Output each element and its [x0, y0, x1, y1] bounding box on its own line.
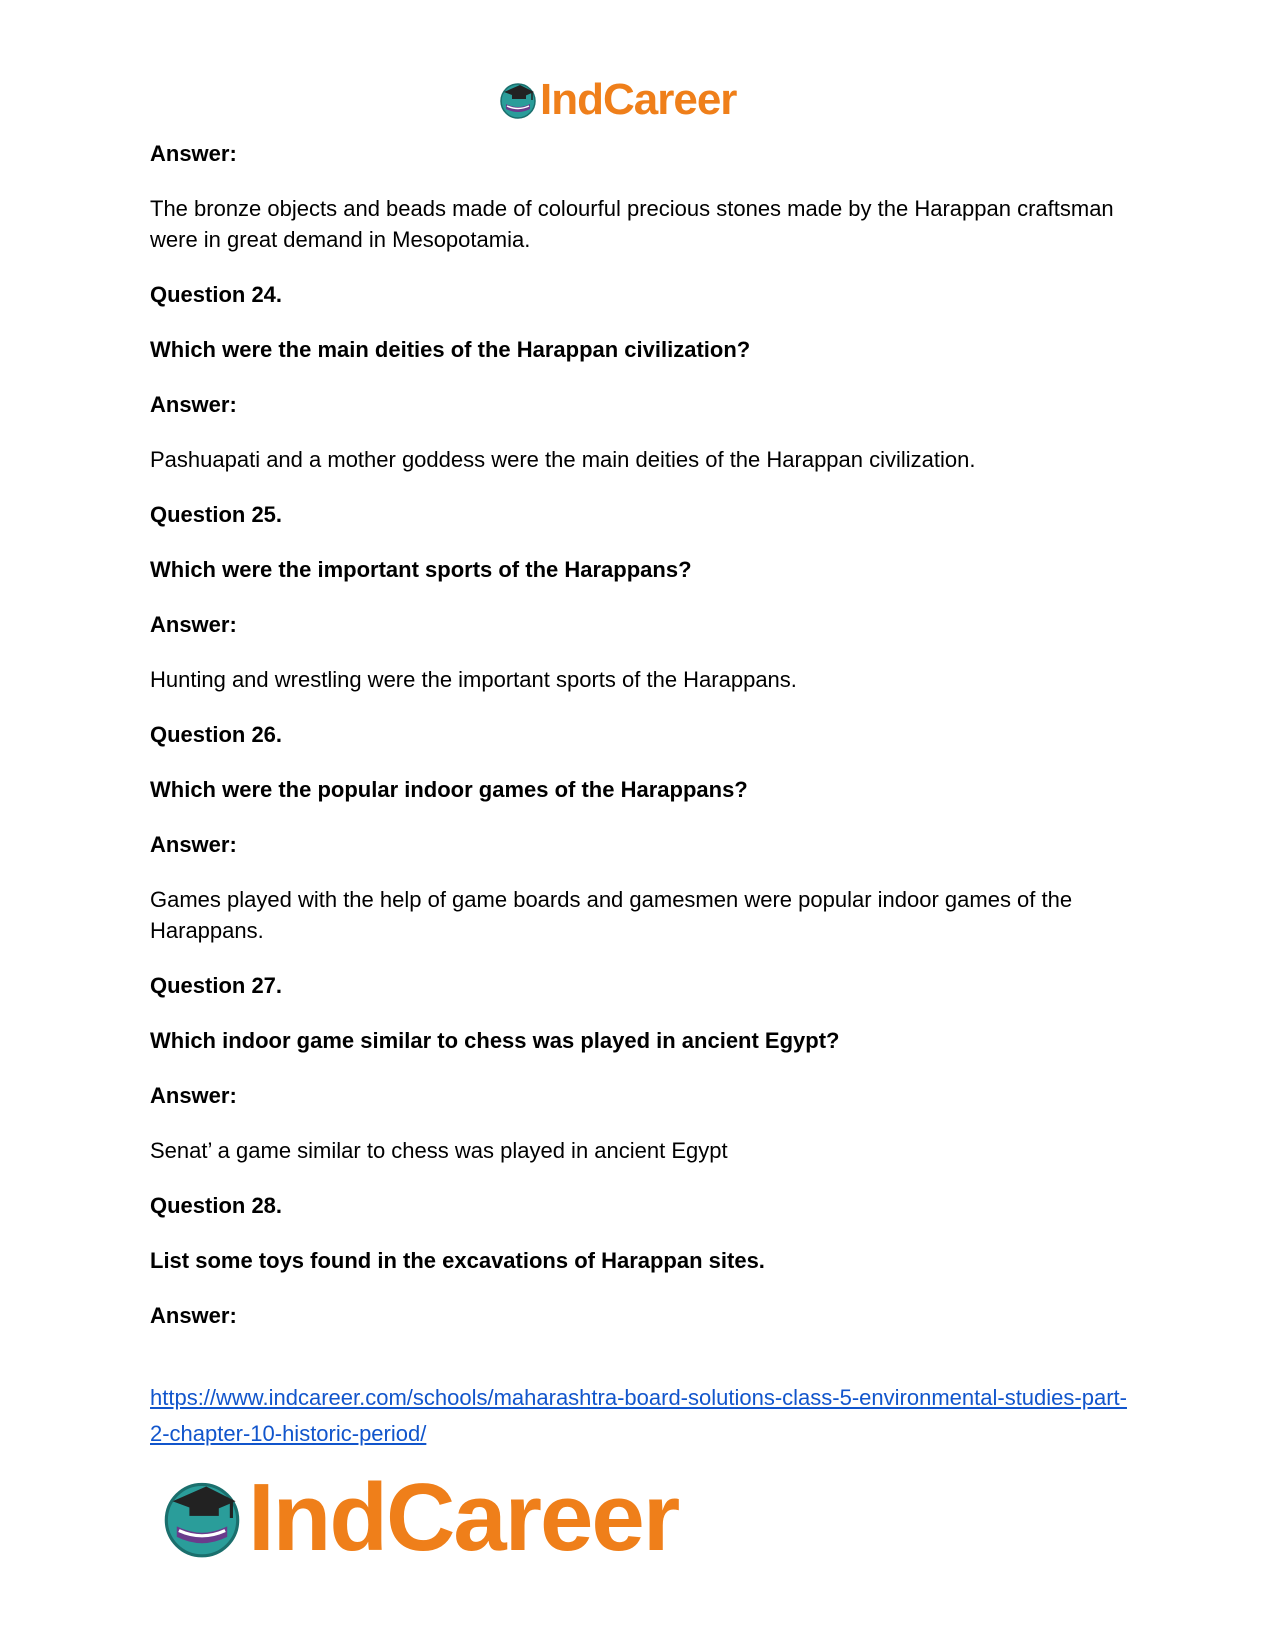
- graduation-globe-icon: [160, 1476, 244, 1560]
- question-number: Question 24.: [150, 282, 283, 307]
- paragraph-gap: [150, 475, 1130, 499]
- question-number: Question 27.: [150, 973, 283, 998]
- paragraph-gap: [150, 1166, 1130, 1190]
- paragraph-gap: [150, 585, 1130, 609]
- answer-text: Senat’ a game similar to chess was played in ancient Egypt: [150, 1138, 728, 1163]
- question-text: Which were the popular indoor games of the Harappans?: [150, 777, 748, 802]
- answer-text: Games played with the help of game boards and gamesmen were popular indoor games of the Harappans.: [150, 887, 1073, 943]
- answer-label: Answer:: [150, 832, 237, 857]
- header-logo-text: IndCareer: [540, 75, 737, 124]
- paragraph-gap: [150, 640, 1130, 664]
- paragraph-gap: [150, 310, 1130, 334]
- paragraph-gap: [150, 946, 1130, 970]
- paragraph-gap: [150, 695, 1130, 719]
- footer-logo-text: IndCareer: [248, 1464, 679, 1571]
- answer-label: Answer:: [150, 141, 237, 166]
- answer-label: Answer:: [150, 392, 237, 417]
- question-number: Question 25.: [150, 502, 283, 527]
- paragraph-gap: [150, 1221, 1130, 1245]
- answer-label: Answer:: [150, 1303, 237, 1328]
- paragraph-gap: [150, 1111, 1130, 1135]
- paragraph-gap: [150, 1276, 1130, 1300]
- question-text: Which were the important sports of the Harappans?: [150, 557, 692, 582]
- paragraph-gap: [150, 420, 1130, 444]
- question-text: List some toys found in the excavations of Harappan sites.: [150, 1248, 765, 1273]
- paragraph-gap: [150, 1001, 1130, 1025]
- answer-label: Answer:: [150, 1083, 237, 1108]
- header-logo: [498, 75, 737, 124]
- paragraph-gap: [150, 1056, 1130, 1080]
- question-text: Which indoor game similar to chess was played in ancient Egypt?: [150, 1028, 840, 1053]
- answer-text: Hunting and wrestling were the important sports of the Harappans.: [150, 667, 797, 692]
- paragraph-gap: [150, 805, 1130, 829]
- qa-content: [150, 138, 1130, 1331]
- footer-logo: [160, 1464, 679, 1571]
- paragraph-gap: [150, 860, 1130, 884]
- paragraph-gap: [150, 169, 1130, 193]
- paragraph-gap: [150, 530, 1130, 554]
- answer-text: The bronze objects and beads made of colourful precious stones made by the Harappan craftsman were in great demand in Mesopotamia.: [150, 196, 1114, 252]
- answer-label: Answer:: [150, 612, 237, 637]
- answer-text: Pashuapati and a mother goddess were the main deities of the Harappan civilization.: [150, 447, 976, 472]
- source-link[interactable]: https://www.indcareer.com/schools/maharashtra-board-solutions-class-5-environmental-studies-part-2-chapter-10-historic-period/: [150, 1385, 1127, 1446]
- question-text: Which were the main deities of the Harappan civilization?: [150, 337, 751, 362]
- paragraph-gap: [150, 255, 1130, 279]
- paragraph-gap: [150, 365, 1130, 389]
- paragraph-gap: [150, 750, 1130, 774]
- graduation-globe-icon: [498, 80, 538, 120]
- question-number: Question 28.: [150, 1193, 283, 1218]
- question-number: Question 26.: [150, 722, 283, 747]
